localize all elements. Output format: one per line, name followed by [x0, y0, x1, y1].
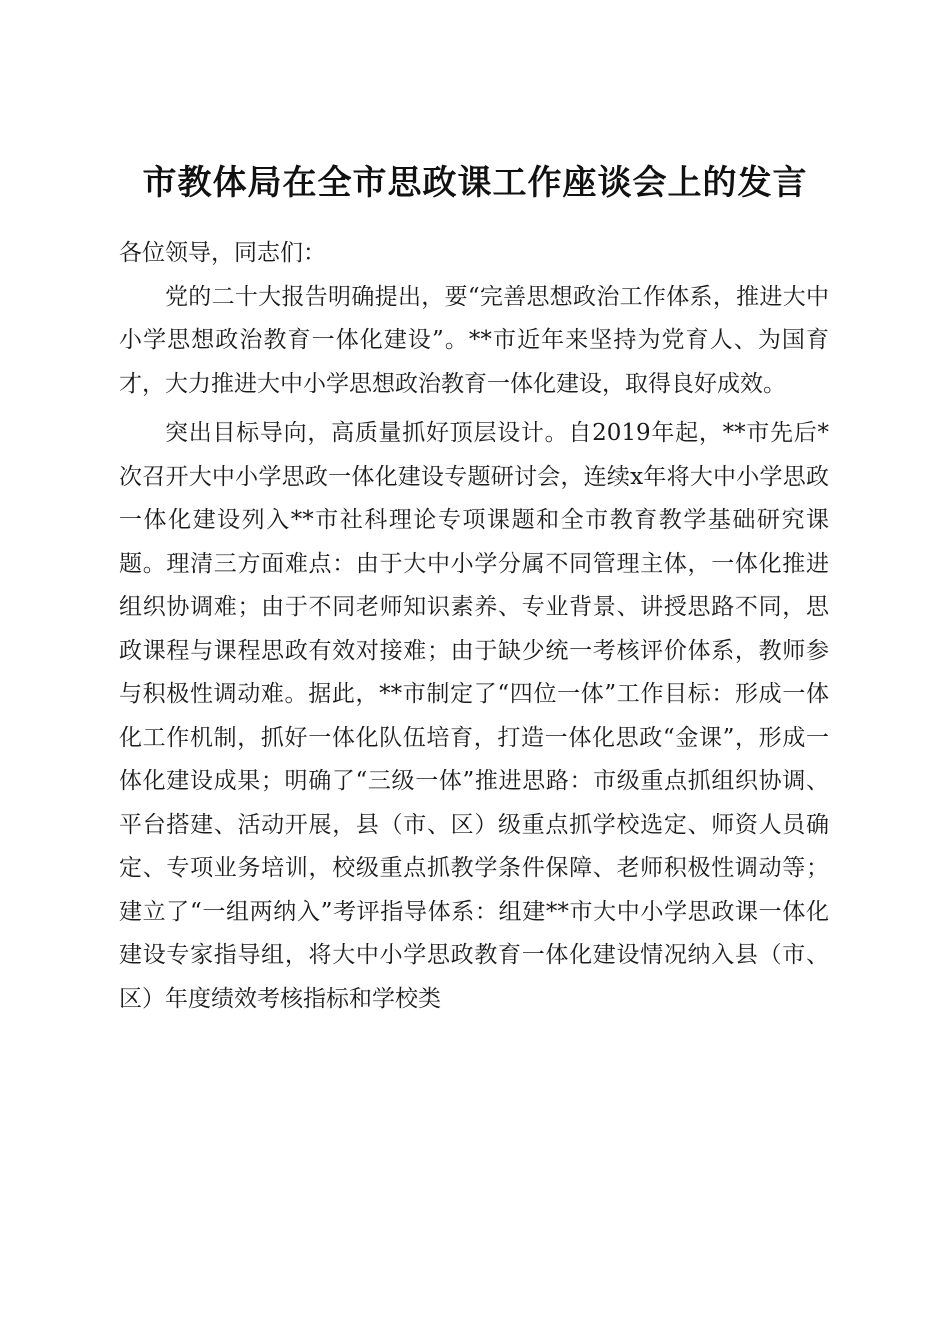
document-title: 市教体局在全市思政课工作座谈会上的发言 [142, 162, 808, 203]
paragraph-goal-orientation: 突出目标导向，高质量抓好顶层设计。自2019年起，**市先后*次召开大中小学思政一体化建设专题研讨会，连续x年将大中小学思政一体化建设列入**市社科理论专项课题和全市教育教学基础研究课题。理清三方面难点：由于大中小学分属不同管理主体，一体化推进组织协调难；由于不同老师知识素养、专业背景、讲授思路不同，思政课程与课程思政有效对接难；由于缺少统一考核评价体系，教师参与积极性调动难。据此，**市制定了“四位一体”工作目标：形成一体化工作机制，抓好一体化队伍培育，打造一体化思政“金课”，形成一体化建设成果；明确了“三级一体”推进思路：市级重点抓组织协调、平台搭建、活动开展，县（市、区）级重点抓学校选定、师资人员确定、专项业务培训，校级重点抓教学条件保障、老师积极性调动等；建立了“一组两纳入”考评指导体系：组建**市大中小学思政课一体化建设专家指导组，将大中小学思政教育一体化建设情况纳入县（市、区）年度绩效考核指标和学校类 [119, 420, 829, 1012]
salutation: 各位领导，同志们： [119, 240, 326, 266]
document-body [119, 232, 829, 1021]
paragraph-intro: 党的二十大报告明确提出，要“完善思想政治工作体系，推进大中小学思想政治教育一体化建设”。**市近年来坚持为党育人、为国育才，大力推进大中小学思想政治教育一体化建设，取得良好成效。 [119, 283, 829, 397]
